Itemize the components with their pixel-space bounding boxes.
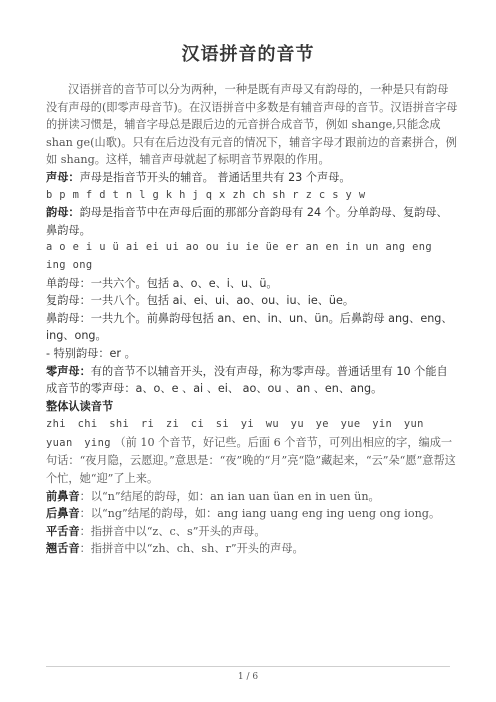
yunmu-text: 韵母是指音节中在声母后面的那部分音韵母有 24 个。分单韵母、复韵母、鼻韵母。 (46, 206, 448, 237)
qiaoshe-term: 翘舌音 (46, 542, 80, 556)
qianbi-text: ：以“n”结尾的韵母，如：an ian uan üan en in uen ün。 (79, 489, 380, 503)
ling-shengmu-term: 零声母： (46, 364, 91, 378)
ling-shengmu-paragraph (46, 363, 458, 398)
zhengti-list: zhi chi shi ri zi ci si yi wu yu ye yue yin yun yuan ying (46, 418, 424, 449)
shengmu-term: 声母： (46, 170, 80, 184)
intro-paragraph: 汉语拼音的音节可以分为两种，一种是既有声母又有韵母的，一种是只有韵母没有声母的(即零声母音节)。在汉语拼音中多数是有辅音声母的音节。汉语拼音字母的拼读习惯是，辅音字母总是跟后边的元音拼合成音节，例如 shange,只能念成 shan ge(山歌)。只有在后边没有元音的情况下，辅音字母才跟前边的音素拼合，例如 shang。这样，辅音声母就起了标明音节界限的作用。 (46, 83, 458, 167)
fu-yunmu: 复韵母：一共八个。包括 ai、ei、ui、ao、ou、iu、ie、üe。 (46, 294, 355, 308)
qiaoshe-text: ：指拼音中以“zh、ch、sh、r”开头的声母。 (79, 542, 304, 556)
footer-divider (46, 666, 450, 667)
page-title: 汉语拼音的音节 (181, 44, 315, 65)
zhengti-note: （前 10 个音节，好记些。后面 6 个音节，可列出相应的字，编成一句话：“夜月隐，云愿迎。”意思是：“夜”晚的“月”亮“隐”藏起来，“云”朵“愿”意帮这个忙，她“迎”了上来。 (46, 435, 456, 486)
yunmu-term: 韵母： (46, 206, 80, 220)
yunmu-list: a o e i u ü ai ei ui ao ou iu ie üe er an en in un ang eng ing ong (46, 241, 433, 271)
shengmu-text: 声母是指音节开头的辅音。 普通话里共有 23 个声母。 (79, 170, 351, 184)
pingshe-text: ：指拼音中以“z、c、s”开头的声母。 (79, 524, 266, 538)
shengmu-list: b p m f d t n l g k h j q x zh ch sh r z c s y w (46, 188, 366, 201)
ling-shengmu-text: 有的音节不以辅音开头，没有声母，称为零声母。普通话里有 10 个能自成音节的零声母：a、o、e 、ai 、ei、 ao、ou 、an 、en、ang。 (46, 364, 448, 396)
qianbi-paragraph (46, 488, 458, 506)
dan-yunmu: 单韵母：一共六个。包括 a、o、e、i、u、ü。 (46, 276, 278, 290)
special-yunmu: - 特别韵母：er 。 (46, 346, 136, 360)
document-body (46, 81, 458, 558)
zhengti-term: 整体认读音节 (46, 399, 114, 413)
qianbi-term: 前鼻音 (46, 489, 80, 503)
shengmu-paragraph (46, 169, 458, 187)
zhengti-heading (46, 398, 458, 416)
houbi-text: ：以“ng”结尾的韵母，如：ang iang uang eng ing ueng ong iong。 (79, 507, 441, 521)
zhengti-paragraph (46, 415, 458, 487)
pingshe-term: 平舌音 (46, 524, 80, 538)
qiaoshe-paragraph (46, 540, 458, 558)
pingshe-paragraph (46, 523, 458, 541)
bi-yunmu: 鼻韵母：一共九个。前鼻韵母包括 an、en、in、un、ün。后鼻韵母 ang、eng、ing、ong。 (46, 311, 453, 343)
houbi-term: 后鼻音 (46, 507, 80, 521)
yunmu-paragraph (46, 204, 458, 239)
houbi-paragraph (46, 505, 458, 523)
page-number: 1 / 6 (237, 672, 259, 682)
